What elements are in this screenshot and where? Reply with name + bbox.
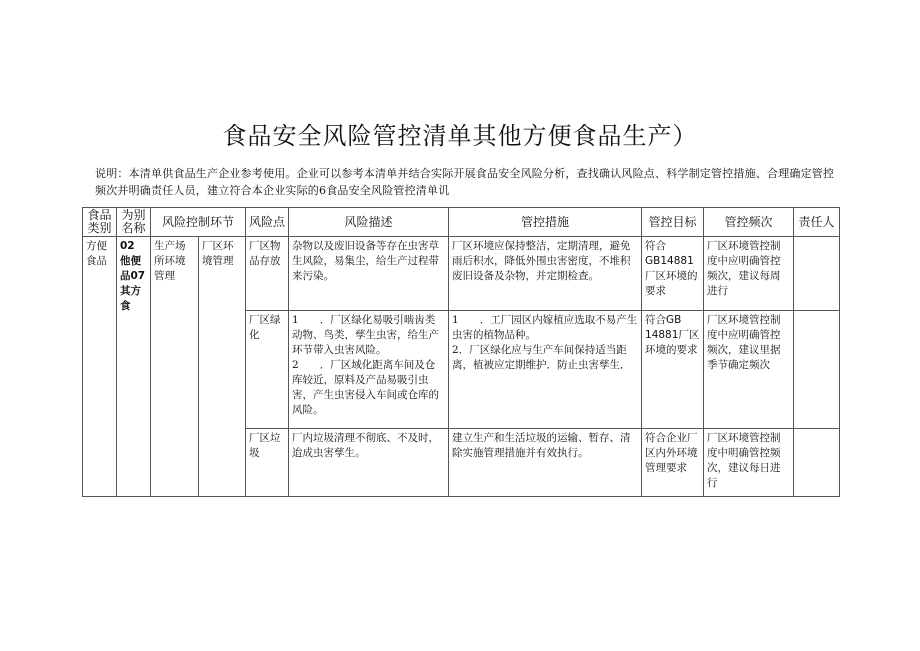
control-measure-item: 2．厂区绿化应与生产车间保持适当距离，植被应定期维护．防止虫害孳生．: [452, 344, 631, 371]
risk-description-cell: 杂物以及废旧设备等存在虫害草生风险，易集尘，给生产过程带来污染。: [289, 237, 449, 311]
header-control-link: 风险控制环节: [151, 208, 246, 237]
control-measures-cell: 厂区环境应保持整洁，定期清理，避免雨后积水，降低外围虫害密度，不堆积废旧设备及杂物，并定期检查。: [449, 237, 642, 311]
control-frequency-cell: 厂区环境管控制度中应明确管控频次，建议里据季节确定频次: [704, 311, 794, 429]
control-target-cell: 符合GB 14881厂区环境的要求: [642, 311, 704, 429]
header-sub-category: 为别名称: [117, 208, 151, 237]
table-row: [83, 237, 840, 311]
risk-point-cell: 厂区绿化: [246, 311, 289, 429]
header-control-frequency: 管控频次: [704, 208, 794, 237]
control-measure-item: 1 ．工厂园区内嫁植应选取不易产生虫害的植物品种。: [452, 314, 638, 341]
control-frequency-cell: 厂区环境管控制度中应明确管控频次，建议每周进行: [704, 237, 794, 311]
control-measures-cell: 建立生产和生活垃圾的运输、暂存、清除实施管理措施并有效执行。: [449, 429, 642, 497]
risk-description-cell: [289, 311, 449, 429]
header-risk-description: 风险描述: [289, 208, 449, 237]
category-cell: 方便食品: [83, 237, 117, 497]
control-target-cell: 符合GB14881厂区环境的要求: [642, 237, 704, 311]
risk-point-cell: 厂区物品存放: [246, 237, 289, 311]
risk-description-item: 2 ．厂区域化距离车间及仓库较近，原料及产品易吸引虫害，产生虫害侵入车间或仓库的风险。: [292, 359, 440, 416]
responsible-cell: [794, 429, 840, 497]
risk-description-item: 1 ．厂区绿化易吸引啮齿类动物、鸟类，孳生虫害，给生产环节带入虫害风险。: [292, 314, 440, 356]
risk-control-table: [82, 207, 840, 497]
control-target-cell: 符合企业厂区内外环境管理要求: [642, 429, 704, 497]
header-responsible: 责任人: [794, 208, 840, 237]
header-risk-point: 风险点: [246, 208, 289, 237]
header-category: 食品类别: [83, 208, 117, 237]
header-control-measures: 管控措施: [449, 208, 642, 237]
control-measures-cell: [449, 311, 642, 429]
header-control-target: 管控目标: [642, 208, 704, 237]
responsible-cell: [794, 237, 840, 311]
control-frequency-cell: 厂区环境管控制度中明确管控频次，建议每日进行: [704, 429, 794, 497]
instruction-note: 说明：本清单供食品生产企业参考使用。企业可以参考本清单并结合实际开展食品安全风险分析，查找确认风险点、科学制定管控措施、合理确定管控频次并明确责任人员，建立符合本企业实际的6食品安全风险管控清单讥: [95, 167, 835, 197]
control-link-level2-cell: 厂区环境管理: [199, 237, 246, 497]
control-link-level1-cell: 生产场所环境管理: [151, 237, 199, 497]
sub-category-cell: 02 他便品07 其方食: [117, 237, 151, 497]
risk-description-cell: 厂内垃圾清理不彻底、不及时，迨成虫害孳生。: [289, 429, 449, 497]
table-header-row: [83, 208, 840, 237]
risk-point-cell: 厂区垃圾: [246, 429, 289, 497]
document-title: 食品安全风险管控清单其他方便食品生产）: [222, 122, 698, 150]
responsible-cell: [794, 311, 840, 429]
